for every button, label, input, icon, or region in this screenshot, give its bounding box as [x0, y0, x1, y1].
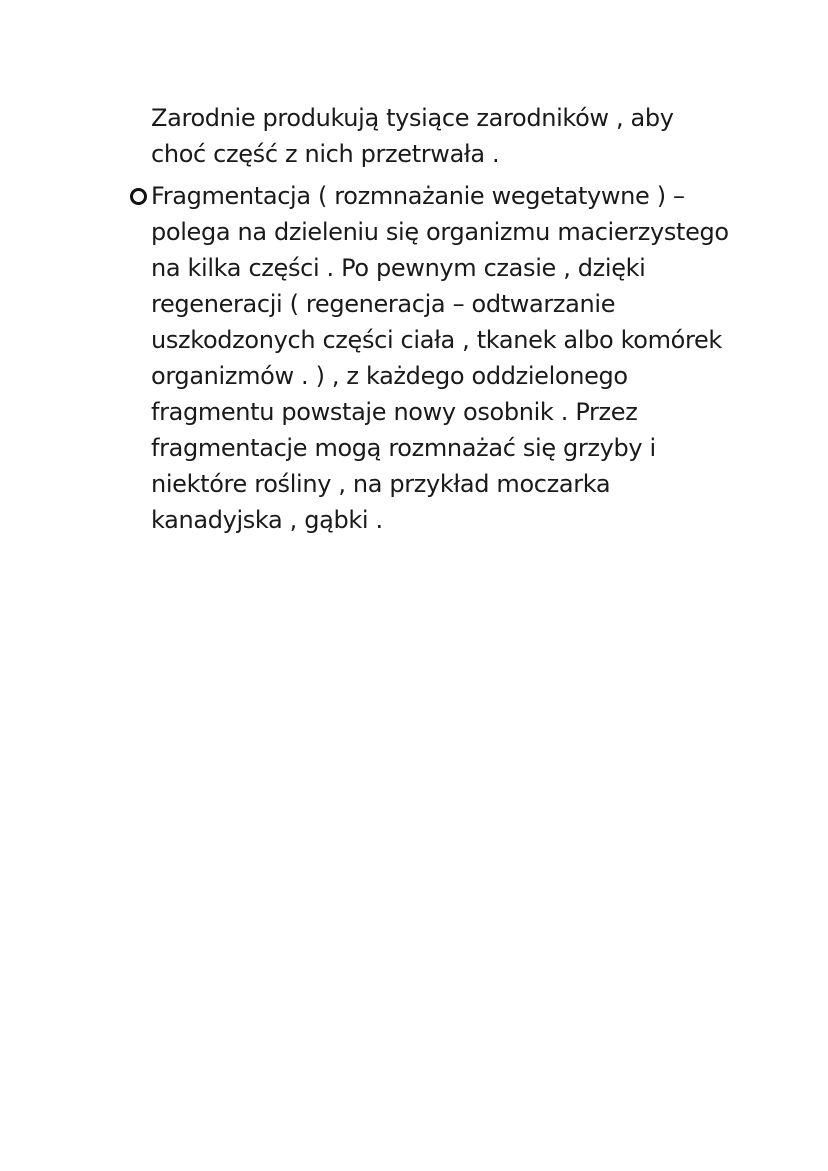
- text-line: Zarodnie produkują tysiące zarodników , aby: [151, 104, 674, 132]
- page-content: [151, 100, 751, 538]
- text-line: uszkodzonych części ciała , tkanek albo komórek: [151, 326, 722, 354]
- text-line: kanadyjska , gąbki .: [151, 506, 383, 534]
- text-line: na kilka części . Po pewnym czasie , dzięki: [151, 254, 646, 282]
- text-line: Fragmentacja ( rozmnażanie wegetatywne ) –: [151, 182, 685, 210]
- text-line: regeneracji ( regeneracja – odtwarzanie: [151, 290, 616, 318]
- continuation-paragraph: [151, 100, 751, 172]
- bullet-item-fragmentacja: [151, 178, 751, 538]
- hollow-circle-icon: [130, 188, 147, 205]
- text-line: niektóre rośliny , na przykład moczarka: [151, 470, 611, 498]
- text-line: choć część z nich przetrwała .: [151, 140, 500, 168]
- text-line: organizmów . ) , z każdego oddzielonego: [151, 362, 628, 390]
- text-line: fragmentacje mogą rozmnażać się grzyby i: [151, 434, 656, 462]
- text-line: fragmentu powstaje nowy osobnik . Przez: [151, 398, 638, 426]
- text-line: polega na dzieleniu się organizmu macierzystego: [151, 218, 729, 246]
